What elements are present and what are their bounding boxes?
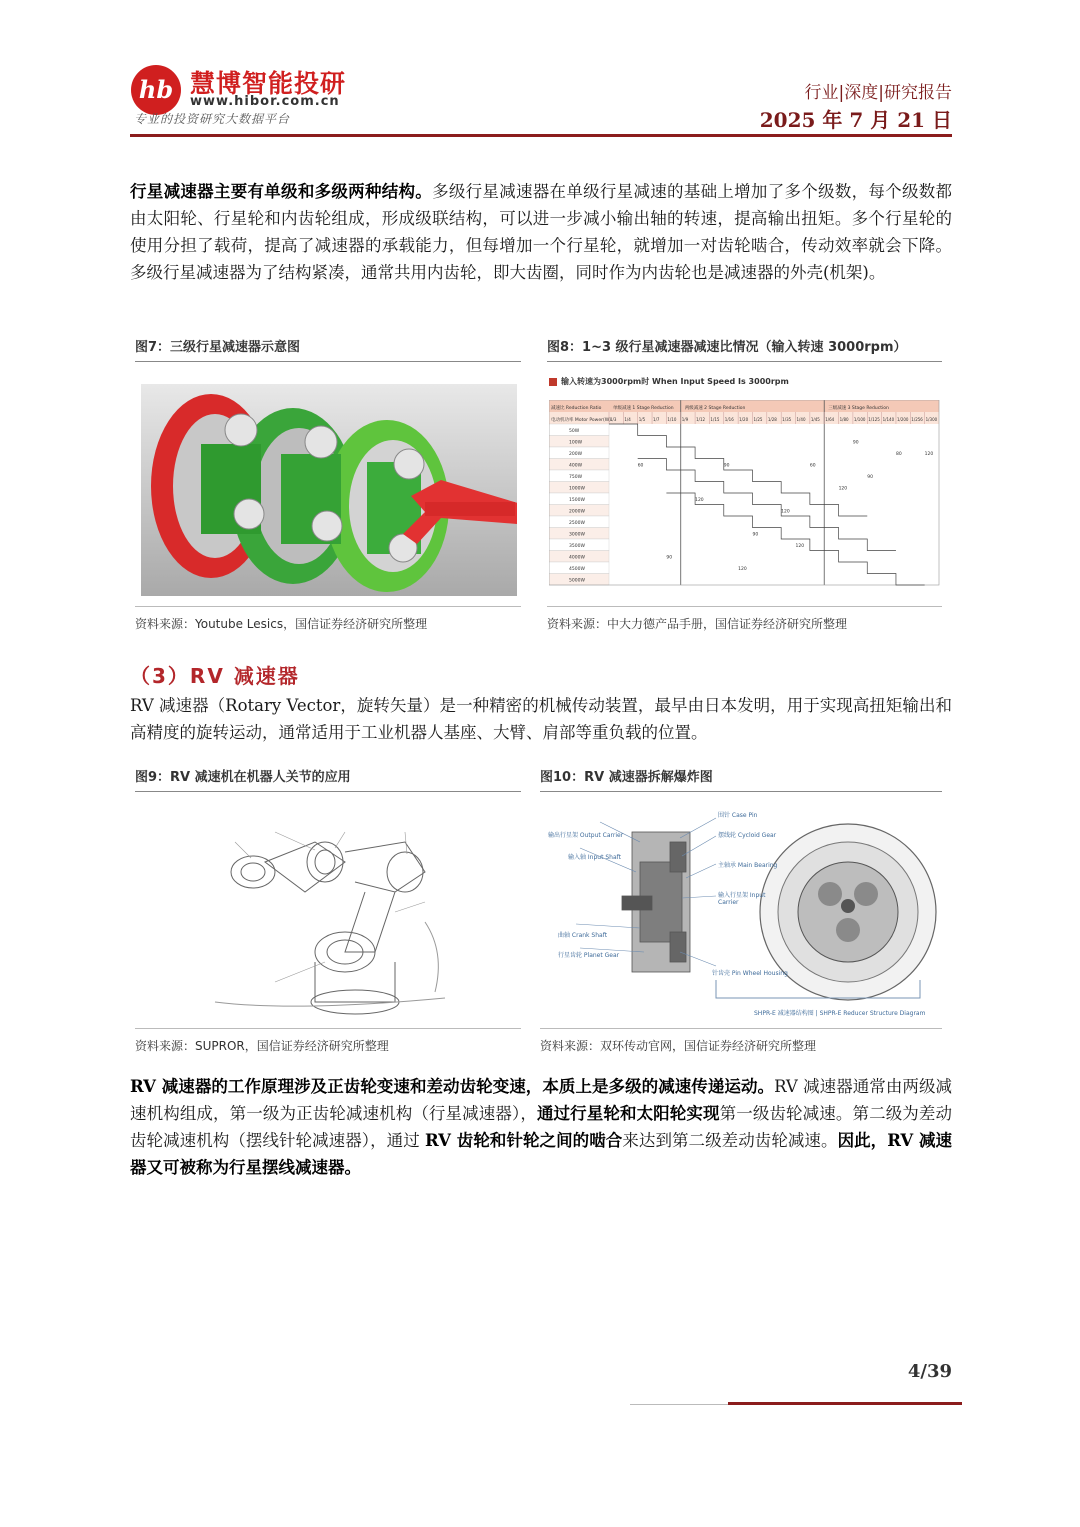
- table-power-label: 5000W: [569, 578, 585, 584]
- table-ratio-label: 1/5: [638, 417, 646, 422]
- table-ratio-label: 1/125: [868, 417, 880, 422]
- table-ratio-label: 1/64: [825, 417, 835, 422]
- report-date: 2025 年 7 月 21 日: [759, 108, 952, 132]
- figure-title: 图8：1~3 级行星减速器减速比情况（输入转速 3000rpm）: [547, 336, 942, 362]
- label-diagram-caption: SHPR-E 减速器结构图 | SHPR-E Reducer Structure Diagram: [754, 1010, 926, 1017]
- table-power-label: 4000W: [569, 555, 585, 561]
- svg-text:hb: hb: [138, 75, 174, 104]
- figure-8: [547, 336, 942, 636]
- table-power-label: 2500W: [569, 521, 585, 526]
- rv-exploded-diagram: [540, 802, 942, 1024]
- paragraph-rv-intro: [130, 692, 952, 746]
- table-ratio-label: 1/80: [839, 417, 849, 422]
- table-stage-label: 三级减速 3 Stage Reduction: [828, 406, 889, 411]
- label-pin-housing: 针齿壳 Pin Wheel Housing: [712, 970, 788, 977]
- reduction-ratio-table: [547, 376, 942, 596]
- table-ratio-label: 1/45: [810, 417, 820, 422]
- table-value-cell: 90: [867, 475, 873, 480]
- table-stage-label: 单级减速 1 Stage Reduction: [613, 406, 674, 411]
- table-power-label: 3500W: [569, 544, 585, 549]
- table-ratio-label: 1/100: [853, 417, 866, 422]
- table-heading-marker: [549, 378, 557, 386]
- paragraph-bold: 通过行星轮和太阳轮实现: [536, 1104, 720, 1123]
- table-value-cell: 120: [795, 544, 805, 549]
- table-value-cell: 90: [723, 463, 730, 469]
- logo-name: 慧博智能投研: [190, 69, 347, 98]
- table-ratio-label: 1/25: [753, 417, 763, 422]
- robot-joint-rv-image: [195, 802, 465, 1020]
- table-value-cell: 80: [895, 452, 902, 457]
- table-ratio-label: 1/16: [724, 417, 734, 422]
- figure-source: 资料来源：双环传动官网，国信证券经济研究所整理: [540, 1028, 942, 1054]
- label-input-shaft: 输入轴 Input Shaft: [568, 854, 621, 861]
- paragraph-text: RV 减速器（Rotary Vector，旋转矢量）是一种精密的机械传动装置，最早由日本发明，用于实现高扭矩输出和高精度的旋转运动，通常适用于工业机器人基座、大臂、肩部等重负载的位置。: [130, 696, 952, 742]
- logo-url: www.hibor.com.cn: [190, 94, 340, 109]
- table-power-label: 4500W: [569, 567, 585, 572]
- table-ratio-label: 1/9: [681, 417, 689, 422]
- label-main-bearing: 主轴承 Main Bearing: [718, 862, 778, 869]
- table-value-cell: 120: [838, 486, 848, 492]
- table-ratio-label: 1/15: [710, 417, 720, 422]
- paragraph-text: 来达到第二级差动齿轮减速。: [622, 1131, 838, 1150]
- hibor-logo-icon: [130, 64, 182, 116]
- ratio-table-grid: [549, 400, 941, 592]
- figure-title: 图9：RV 减速机在机器人关节的应用: [135, 766, 521, 792]
- table-stage-label: 两级减速 2 Stage Reduction: [684, 406, 746, 411]
- table-ratio-label: 1/300: [925, 417, 938, 422]
- logo-slogan: 专业的投资研究大数据平台: [134, 112, 291, 126]
- table-power-header-label: 电动机功率 Motor Power(W): [551, 418, 611, 423]
- table-power-label: 400W: [569, 463, 583, 469]
- paragraph-text: 多级行星减速器在单级行星减速的基础上增加了多个级数，每个级数都由太阳轮、行星轮和内齿轮组成，形成级联结构，可以进一步减小输出轴的转速，提高输出扭矩。多个行星轮的使用分担了载荷，提高了减速器的承载能力，但每增加一个行星轮，就增加一对齿轮啮合，传动效率就会下降。多级行星减速器为了结构紧凑，通常共用内齿轮，即大齿圈，同时作为内齿轮也是减速器的外壳(机架)。: [130, 182, 952, 282]
- table-heading: 输入转速为3000rpm时 When Input Speed Is 3000rpm: [561, 377, 789, 386]
- table-staircase-line: [666, 493, 924, 585]
- paragraph-bold: 因此，RV 减速器又可被称为行星摆线减速器。: [130, 1131, 953, 1177]
- table-ratio-label: 1/20: [739, 417, 749, 422]
- label-output-carrier: 输出行星架 Output Carrier: [548, 832, 624, 839]
- table-ratio-label: 1/40: [796, 417, 806, 422]
- figure-10: [540, 766, 942, 1056]
- figure-title: 图7：三级行星减速器示意图: [135, 336, 521, 362]
- table-ratio-label: 1/200: [896, 417, 909, 422]
- label-input-carrier: 输入行星架 Input Carrier: [718, 892, 766, 906]
- table-power-label: 1500W: [569, 498, 585, 503]
- table-staircase-line: [609, 424, 867, 516]
- table-power-label: 2000W: [569, 509, 585, 515]
- footer-divider: [728, 1402, 962, 1405]
- figure-9: [135, 766, 521, 1056]
- paragraph-bold: RV 齿轮和针轮之间的啮合: [425, 1131, 623, 1150]
- table-ratio-label: 1/12: [696, 417, 706, 422]
- figure-source: 资料来源：Youtube Lesics，国信证券经济研究所整理: [135, 606, 521, 632]
- table-value-cell: 120: [924, 452, 934, 457]
- figure-title: 图10：RV 减速器拆解爆炸图: [540, 766, 942, 792]
- table-value-cell: 90: [852, 440, 859, 446]
- label-planet-gear: 行星齿轮 Planet Gear: [558, 952, 620, 959]
- paragraph-bold: RV 减速器的工作原理涉及正齿轮变速和差动齿轮变速，本质上是多级的减速传递运动。: [130, 1077, 775, 1096]
- table-value-cell: 90: [666, 555, 673, 561]
- footer-divider-light: [630, 1404, 730, 1405]
- table-ratio-label: 1/10: [667, 417, 677, 422]
- table-power-label: 200W: [569, 452, 583, 457]
- table-ratio-label: 1/140: [882, 417, 895, 422]
- table-staircase-line: [638, 459, 896, 551]
- table-value-cell: 120: [781, 509, 790, 515]
- figure-7: [135, 336, 521, 636]
- page-number: 4/39: [907, 1361, 952, 1382]
- table-value-cell: 120: [738, 567, 747, 572]
- paragraph-planetary: [130, 178, 952, 286]
- table-ratio-label: 1/4: [624, 417, 631, 422]
- table-value-cell: 60: [809, 463, 816, 469]
- table-power-label: 50W: [569, 429, 580, 434]
- paragraph-text: RV 减速器通常由两级减速机构组成，第一级为正齿轮减速机构（行星减速器），: [130, 1077, 953, 1123]
- three-stage-planetary-gear-image: [141, 384, 517, 596]
- label-case-pin: 围针 Case Pin: [718, 812, 758, 819]
- table-power-label: 3000W: [569, 532, 585, 538]
- table-power-label: 100W: [569, 440, 583, 446]
- table-ratio-label: 1/256: [911, 417, 923, 422]
- table-value-cell: 90: [752, 532, 759, 538]
- header-divider: [130, 134, 952, 137]
- table-value-cell: 120: [695, 498, 704, 503]
- figure-source: 资料来源：中大力德产品手册，国信证券经济研究所整理: [547, 606, 942, 632]
- report-type: 行业|深度|研究报告: [804, 83, 952, 103]
- table-value-cell: 60: [637, 463, 644, 469]
- label-cycloid-gear: 摆线轮 Cycloid Gear: [718, 832, 777, 839]
- table-ratio-label: 1/28: [767, 417, 777, 422]
- table-power-label: 750W: [569, 475, 583, 480]
- paragraph-text: 第一级齿轮减速。第二级为差动齿轮减速机构（摆线针轮减速器），通过: [130, 1104, 953, 1150]
- table-power-label: 1000W: [569, 486, 585, 492]
- table-ratio-header-label: 减速比 Reduction Ratio: [551, 406, 602, 411]
- paragraph-rv-principle: [130, 1073, 952, 1181]
- table-ratio-label: 1/7: [653, 417, 660, 422]
- figure-source: 资料来源：SUPROR，国信证券经济研究所整理: [135, 1028, 521, 1054]
- table-ratio-label: 1/35: [782, 417, 792, 422]
- paragraph-bold: 行星减速器主要有单级和多级两种结构。: [130, 182, 433, 201]
- section-title-rv: （3）RV 减速器: [130, 664, 300, 688]
- label-crank-shaft: 曲轴 Crank Shaft: [558, 932, 608, 939]
- table-ratio-label: 1/3: [610, 417, 617, 422]
- page-header: [130, 62, 952, 136]
